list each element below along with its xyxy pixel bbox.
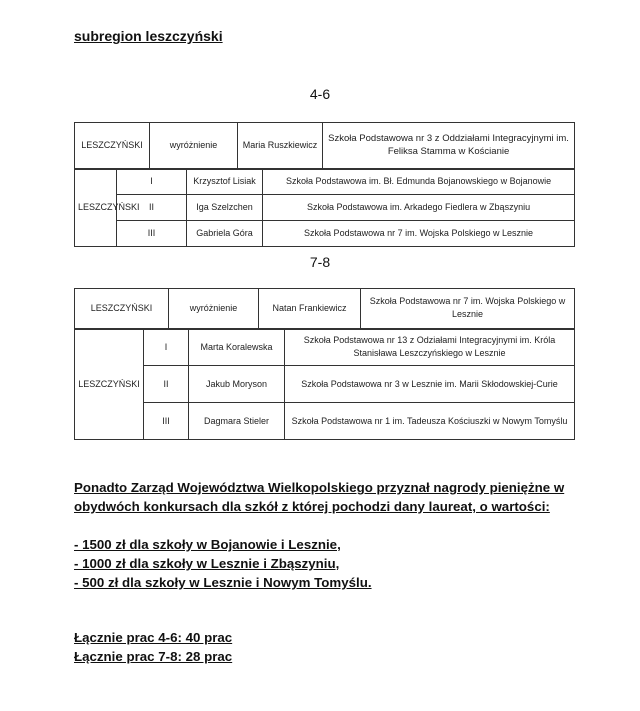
table-row [75, 403, 575, 440]
name-cell: Krzysztof Lisiak [187, 169, 263, 195]
place-cell: II [117, 195, 187, 221]
distinction-name: Maria Ruszkiewicz [238, 123, 323, 169]
results-table-7-8 [74, 288, 575, 440]
prize-note-line-1: Ponadto Zarząd Województwa Wielkopolskiego przyznał nagrody pieniężne w [74, 480, 565, 495]
school-cell: Szkoła Podstawowa nr 7 im. Wojska Polskiego w Lesznie [263, 221, 575, 247]
prize-item: - 1500 zł dla szkoły w Bojanowie i Lesznie, [74, 537, 341, 552]
table-row [75, 366, 575, 403]
prize-item: - 1000 zł dla szkoły w Lesznie i Zbąszyniu, [74, 556, 340, 571]
distinction-award: wyróżnienie [150, 123, 238, 169]
distinction-row [75, 289, 575, 329]
name-cell: Dagmara Stieler [189, 403, 285, 440]
distinction-region: LESZCZYŃSKI [75, 289, 169, 329]
prize-note-line-2: obydwóch konkursach dla szkół z której pochodzi dany laureat, o wartości: [74, 499, 550, 514]
name-cell: Gabriela Góra [187, 221, 263, 247]
place-cell: I [144, 329, 189, 366]
name-cell: Marta Koralewska [189, 329, 285, 366]
place-cell: III [144, 403, 189, 440]
results-table-4-6 [74, 122, 575, 247]
school-cell: Szkoła Podstawowa nr 1 im. Tadeusza Kościuszki w Nowym Tomyślu [285, 403, 575, 440]
table-row [75, 329, 575, 366]
total-7-8: Łącznie prac 7-8: 28 prac [74, 649, 233, 664]
region-cell: LESZCZYŃSKI [75, 169, 117, 247]
distinction-row [75, 123, 575, 169]
table-row [75, 221, 575, 247]
region-cell: LESZCZYŃSKI [75, 329, 144, 440]
place-cell: III [117, 221, 187, 247]
school-cell: Szkoła Podstawowa nr 3 w Lesznie im. Marii Skłodowskiej-Curie [285, 366, 575, 403]
total-4-6: Łącznie prac 4-6: 40 prac [74, 630, 233, 645]
place-cell: I [117, 169, 187, 195]
page-heading: subregion leszczyński [74, 28, 223, 44]
school-cell: Szkoła Podstawowa im. Arkadego Fiedlera w Zbąszyniu [263, 195, 575, 221]
distinction-region: LESZCZYŃSKI [75, 123, 150, 169]
distinction-school: Szkoła Podstawowa nr 3 z Oddziałami Integracyjnymi im. Feliksa Stamma w Kościanie [323, 123, 575, 169]
prize-item: - 500 zł dla szkoły w Lesznie i Nowym Tomyślu. [74, 575, 372, 590]
school-cell: Szkoła Podstawowa im. Bł. Edmunda Bojanowskiego w Bojanowie [263, 169, 575, 195]
section-label-7-8: 7-8 [309, 254, 331, 270]
place-cell: II [144, 366, 189, 403]
table-row [75, 195, 575, 221]
school-cell: Szkoła Podstawowa nr 13 z Odziałami Integracyjnymi im. Króla Stanisława Leszczyńskiego w Lesznie [285, 329, 575, 366]
distinction-name: Natan Frankiewicz [259, 289, 361, 329]
table-row [75, 169, 575, 195]
section-label-4-6: 4-6 [309, 86, 331, 102]
name-cell: Iga Szelzchen [187, 195, 263, 221]
distinction-school: Szkoła Podstawowa nr 7 im. Wojska Polskiego w Lesznie [361, 289, 575, 329]
name-cell: Jakub Moryson [189, 366, 285, 403]
distinction-award: wyróżnienie [169, 289, 259, 329]
